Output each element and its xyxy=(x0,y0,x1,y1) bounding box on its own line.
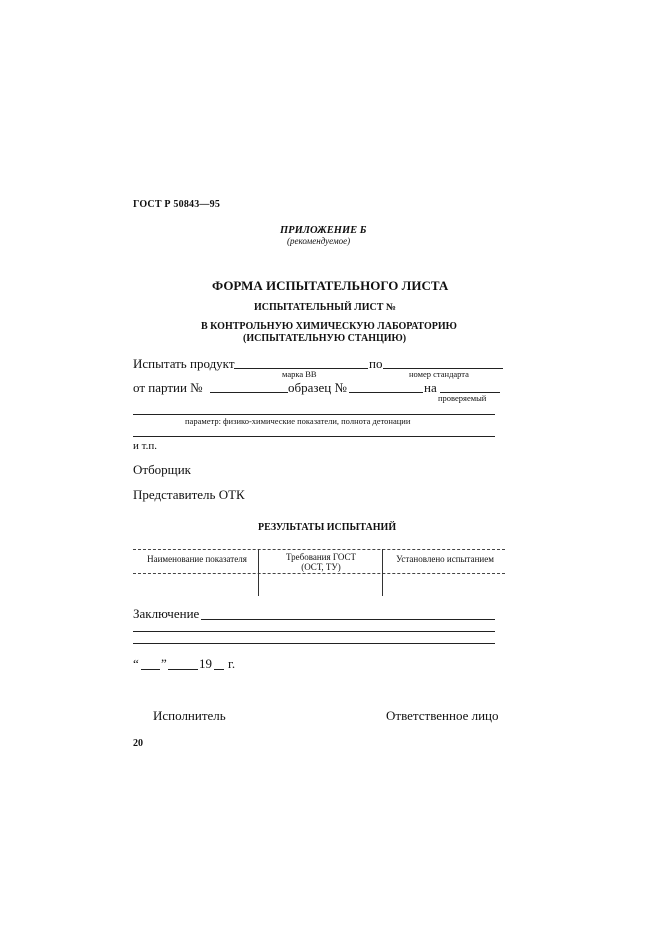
page-number: 20 xyxy=(133,738,143,749)
date-day-field[interactable] xyxy=(141,669,160,670)
conclusion-field-3[interactable] xyxy=(133,643,495,644)
executor-label: Исполнитель xyxy=(153,708,226,723)
sampler-label: Отборщик xyxy=(133,462,191,477)
conclusion-field-1[interactable] xyxy=(201,619,495,620)
batch-number-field[interactable] xyxy=(210,392,288,393)
table-header-rule xyxy=(133,573,505,574)
date-month-field[interactable] xyxy=(168,669,198,670)
conclusion-label: Заключение xyxy=(133,606,200,621)
table-divider-2 xyxy=(382,549,383,596)
col-indicator-name: Наименование показателя xyxy=(147,554,247,564)
hint-params: параметр: физико-химические показатели, полнота детонации xyxy=(185,416,411,426)
lab-line-1: В КОНТРОЛЬНУЮ ХИМИЧЕСКУЮ ЛАБОРАТОРИЮ xyxy=(201,321,457,332)
standard-header: ГОСТ Р 50843—95 xyxy=(133,199,221,210)
table-divider-1 xyxy=(258,549,259,596)
batch-label: от партии № xyxy=(133,380,203,395)
date-suffix: г. xyxy=(228,656,236,671)
hint-checked: проверяемый xyxy=(438,393,487,403)
etc-label: и т.п. xyxy=(133,440,158,452)
parameter-field-2[interactable] xyxy=(133,436,495,437)
by-label: по xyxy=(369,356,383,371)
responsible-label: Ответственное лицо xyxy=(386,708,499,723)
lab-line-2: (ИСПЫТАТЕЛЬНУЮ СТАНЦИЮ) xyxy=(243,333,407,344)
on-label: на xyxy=(424,380,437,395)
form-title: ФОРМА ИСПЫТАТЕЛЬНОГО ЛИСТА xyxy=(212,278,449,293)
appendix-title: ПРИЛОЖЕНИЕ Б xyxy=(280,225,367,236)
hint-mark: марка ВВ xyxy=(282,369,317,379)
col-established: Установлено испытанием xyxy=(396,554,494,564)
date-year-field[interactable] xyxy=(214,669,224,670)
sample-label: образец № xyxy=(288,380,347,395)
otk-label: Представитель ОТК xyxy=(133,487,245,502)
date-open-quote: “ xyxy=(133,656,139,671)
date-close-quote: ” xyxy=(161,656,167,671)
col-requirements-sub: (ОСТ, ТУ) xyxy=(301,562,341,572)
test-product-label: Испытать продукт xyxy=(133,356,235,371)
appendix-subtitle: (рекомендуемое) xyxy=(287,236,351,246)
results-title: РЕЗУЛЬТАТЫ ИСПЫТАНИЙ xyxy=(258,522,397,533)
conclusion-field-2[interactable] xyxy=(133,631,495,632)
col-requirements: Требования ГОСТ xyxy=(286,552,356,562)
date-year-prefix: 19 xyxy=(199,656,212,671)
sample-number-field[interactable] xyxy=(349,392,423,393)
table-top-rule xyxy=(133,549,505,550)
parameter-field[interactable] xyxy=(133,414,495,415)
sheet-title: ИСПЫТАТЕЛЬНЫЙ ЛИСТ № xyxy=(254,302,396,313)
hint-standard: номер стандарта xyxy=(409,369,469,379)
